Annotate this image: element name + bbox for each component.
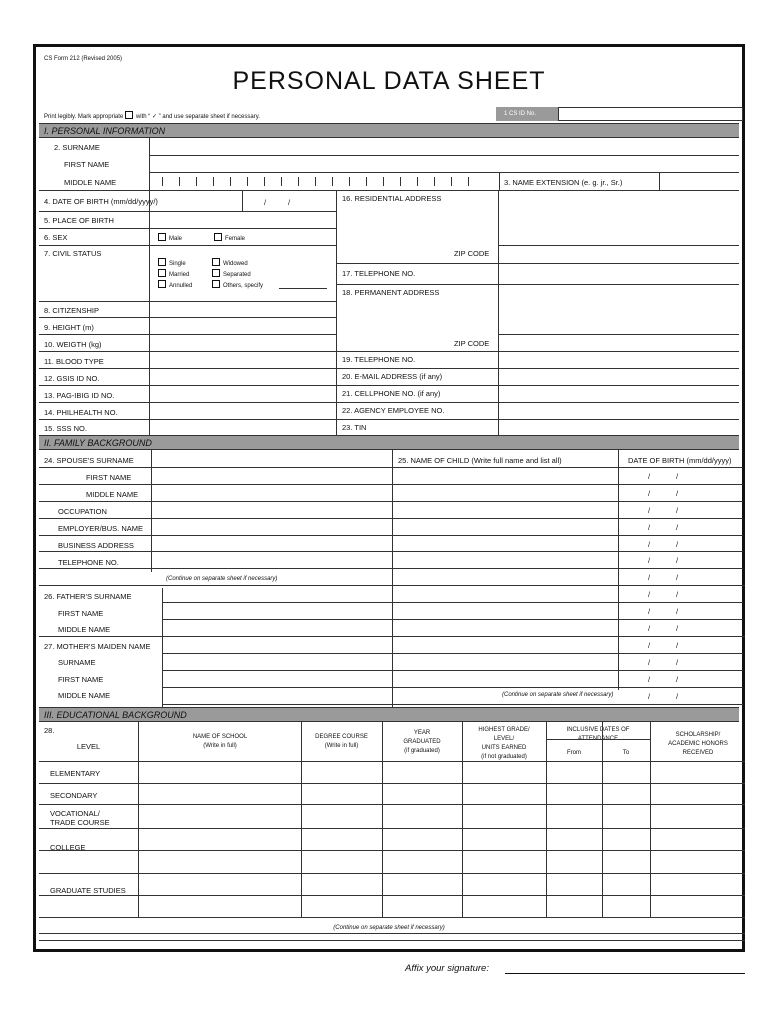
- row-line: [39, 761, 745, 762]
- education-item-no: 28.: [44, 726, 55, 735]
- comb-tick: [451, 177, 452, 186]
- level-header: LEVEL: [76, 742, 101, 751]
- child-dob-slash: /: [676, 590, 679, 599]
- comb-tick: [434, 177, 435, 186]
- cs-id-field[interactable]: [558, 107, 743, 121]
- column-line: [462, 722, 463, 917]
- child-dob-slash: /: [676, 472, 679, 481]
- zip-code-label: ZIP CODE: [454, 339, 490, 348]
- sex-label: 6. SEX: [44, 233, 68, 242]
- row-line: [162, 653, 392, 654]
- row-line: [39, 828, 745, 829]
- comb-tick: [264, 177, 265, 186]
- others-specify-line[interactable]: [279, 288, 327, 289]
- row-line: [162, 687, 392, 688]
- child-dob-slash: /: [648, 675, 651, 684]
- grade-header-2: LEVEL/: [493, 736, 515, 742]
- row-line: [39, 933, 745, 934]
- section-personal-information: [39, 123, 739, 138]
- row-line: [39, 636, 745, 637]
- surname-label: 2. SURNAME: [54, 143, 100, 152]
- dob-label: 4. DATE OF BIRTH (mm/dd/yyyy/): [44, 197, 158, 206]
- row-line: [392, 704, 743, 705]
- weight-label: 10. WEIGTH (kg): [44, 340, 102, 349]
- row-line: [162, 670, 392, 671]
- comb-tick: [247, 177, 248, 186]
- name-extension-label: 3. NAME EXTENSION (e. g. jr., Sr.): [504, 178, 623, 187]
- child-dob-slash: /: [676, 658, 679, 667]
- blood-type-label: 11. BLOOD TYPE: [44, 357, 104, 366]
- row-line: [392, 670, 743, 671]
- checkbox-icon: [158, 233, 166, 241]
- comb-tick: [230, 177, 231, 186]
- row-line: [392, 687, 743, 688]
- dob-slash: /: [288, 198, 291, 207]
- row-line: [162, 704, 392, 705]
- row-line: [39, 895, 745, 896]
- row-line: [546, 739, 650, 740]
- male-label: Male: [169, 236, 183, 242]
- instructions-after: and use separate sheet if necessary.: [162, 114, 260, 120]
- comb-tick: [179, 177, 180, 186]
- row-line: [392, 501, 743, 502]
- agency-employee-label: 22. AGENCY EMPLOYEE NO.: [342, 406, 445, 415]
- comb-tick: [213, 177, 214, 186]
- comb-tick: [400, 177, 401, 186]
- separated-option[interactable]: [212, 269, 251, 280]
- child-dob-slash: /: [648, 506, 651, 515]
- section-title: III. EDUCATIONAL BACKGROUND: [44, 710, 187, 720]
- degree-header-1: DEGREE COURSE: [315, 734, 368, 740]
- business-address-label: BUSINESS ADDRESS: [58, 541, 134, 550]
- year-header-1: YEAR: [413, 730, 431, 736]
- row-line: [39, 873, 745, 874]
- widowed-option[interactable]: [212, 258, 248, 269]
- signature-line[interactable]: [505, 973, 745, 974]
- row-line: [39, 501, 392, 502]
- comb-tick: [281, 177, 282, 186]
- row-line: [39, 467, 392, 468]
- female-option[interactable]: [214, 233, 245, 244]
- personal-data-sheet-form: [33, 44, 745, 952]
- signature-label: Affix your signature:: [405, 963, 489, 974]
- spouse-first-name-label: FIRST NAME: [86, 473, 132, 482]
- row-line: [39, 850, 745, 851]
- comb-tick: [315, 177, 316, 186]
- row-line: [162, 602, 392, 603]
- child-dob-slash: /: [676, 624, 679, 633]
- middle-name-field[interactable]: [150, 173, 500, 190]
- married-label: Married: [169, 272, 190, 278]
- gsis-label: 12. GSIS ID NO.: [44, 374, 100, 383]
- column-line: [650, 722, 651, 917]
- others-option[interactable]: [212, 280, 263, 291]
- comb-tick: [383, 177, 384, 186]
- to-header: To: [622, 750, 630, 756]
- section-title: I. PERSONAL INFORMATION: [44, 126, 166, 136]
- first-name-field[interactable]: [150, 156, 746, 172]
- school-header-1: NAME OF SCHOOL: [192, 734, 248, 740]
- page-title: PERSONAL DATA SHEET: [232, 67, 546, 95]
- checkbox-icon: [125, 111, 133, 119]
- telephone-19-label: 19. TELEPHONE NO.: [342, 355, 416, 364]
- comb-tick: [468, 177, 469, 186]
- male-option[interactable]: [158, 233, 182, 244]
- child-dob-slash: /: [676, 489, 679, 498]
- row-line: [39, 783, 745, 784]
- spouse-continue-note: (Continue on separate sheet if necessary): [166, 576, 278, 582]
- residential-address-label: 16. RESIDENTIAL ADDRESS: [342, 194, 442, 203]
- child-dob-slash: /: [648, 573, 651, 582]
- others-label: Others, specify: [223, 283, 264, 289]
- spouse-middle-name-label: MIDDLE NAME: [86, 490, 139, 499]
- secondary-label: SECONDARY: [50, 791, 98, 800]
- annulled-label: Annulled: [169, 283, 193, 289]
- child-dob-slash: /: [648, 692, 651, 701]
- grade-header-3: UNITS EARNED: [481, 745, 527, 751]
- section-family-background: [39, 435, 739, 450]
- checkbox-icon: [212, 269, 220, 277]
- cellphone-label: 21. CELLPHONE NO. (if any): [342, 389, 441, 398]
- child-dob-slash: /: [676, 607, 679, 616]
- graduate-label: GRADUATE STUDIES: [50, 886, 126, 895]
- row-line: [39, 484, 392, 485]
- grade-header-4: (if not graduated): [481, 754, 527, 760]
- comb-tick: [196, 177, 197, 186]
- occupation-label: OCCUPATION: [58, 507, 107, 516]
- vocational-label-2: TRADE COURSE: [50, 818, 110, 827]
- row-line: [39, 535, 392, 536]
- row-line: [392, 535, 743, 536]
- father-surname-label: 26. FATHER'S SURNAME: [44, 592, 132, 601]
- telephone-label: TELEPHONE NO.: [58, 558, 119, 567]
- annulled-option[interactable]: [158, 280, 192, 291]
- sss-label: 15. SSS NO.: [44, 424, 87, 433]
- row-line: [39, 518, 392, 519]
- row-line: [392, 484, 743, 485]
- dates-header-2: ATTENDANCE: [577, 736, 619, 742]
- citizenship-label: 8. CITIZENSHIP: [44, 306, 100, 315]
- civil-status-label: 7. CIVIL STATUS: [44, 249, 102, 258]
- child-dob-slash: /: [648, 658, 651, 667]
- comb-tick: [162, 177, 163, 186]
- father-first-name-label: FIRST NAME: [58, 609, 104, 618]
- cs-id-label: 1 CS ID No.: [504, 111, 537, 117]
- honors-header-3: RECEIVED: [682, 750, 714, 756]
- instructions-mid: with “ ✓ ”: [135, 114, 161, 120]
- row-line: [392, 568, 743, 569]
- child-dob-slash: /: [676, 692, 679, 701]
- children-continue-note: (Continue on separate sheet if necessary): [502, 692, 614, 698]
- mother-maiden-label: 27. MOTHER'S MAIDEN NAME: [44, 642, 151, 651]
- checkbox-icon: [158, 269, 166, 277]
- pagibig-label: 13. PAG-IBIG ID NO.: [44, 391, 115, 400]
- dob-slash: /: [264, 198, 267, 207]
- row-line: [392, 551, 743, 552]
- mother-surname-label: SURNAME: [58, 658, 96, 667]
- year-header-2: GRADUATED: [403, 739, 441, 745]
- form-code: CS Form 212 (Revised 2005): [44, 56, 123, 62]
- child-dob-slash: /: [676, 523, 679, 532]
- column-line: [602, 722, 603, 917]
- row-line: [39, 551, 392, 552]
- child-dob-slash: /: [676, 506, 679, 515]
- spouse-surname-label: 24. SPOUSE'S SURNAME: [44, 456, 134, 465]
- section-title: II. FAMILY BACKGROUND: [44, 438, 152, 448]
- child-dob-header: DATE OF BIRTH (mm/dd/yyyy): [628, 456, 732, 465]
- row-line: [39, 917, 745, 918]
- widowed-label: Widowed: [223, 261, 248, 267]
- column-line: [301, 722, 302, 917]
- row-line: [392, 619, 743, 620]
- year-header-3: (if graduated): [404, 748, 440, 754]
- comb-tick: [349, 177, 350, 186]
- college-label: COLLEGE: [50, 843, 86, 852]
- comb-tick: [417, 177, 418, 186]
- column-line: [382, 722, 383, 917]
- father-middle-name-label: MIDDLE NAME: [58, 625, 111, 634]
- cs-id-label-box: [496, 107, 558, 121]
- telephone-17-label: 17. TELEPHONE NO.: [342, 269, 416, 278]
- permanent-address-label: 18. PERMANENT ADDRESS: [342, 288, 440, 297]
- rule-line: [138, 722, 139, 917]
- degree-header-2: (Write in full): [324, 743, 359, 749]
- employer-label: EMPLOYER/BUS. NAME: [58, 524, 144, 533]
- separated-label: Separated: [223, 272, 251, 278]
- place-of-birth-label: 5. PLACE OF BIRTH: [44, 216, 114, 225]
- comb-tick: [332, 177, 333, 186]
- elementary-label: ELEMENTARY: [50, 769, 101, 778]
- checkbox-icon: [214, 233, 222, 241]
- child-dob-slash: /: [648, 607, 651, 616]
- row-line: [162, 619, 392, 620]
- checkbox-icon: [212, 258, 220, 266]
- child-dob-slash: /: [648, 540, 651, 549]
- row-line: [392, 467, 743, 468]
- row-line: [392, 602, 743, 603]
- single-option[interactable]: [158, 258, 186, 269]
- mother-first-name-label: FIRST NAME: [58, 675, 104, 684]
- tin-label: 23. TIN: [342, 423, 367, 432]
- instructions: [44, 111, 260, 122]
- school-header-2: (Write in full): [203, 743, 237, 749]
- honors-header-1: SCHOLARSHIP/: [675, 732, 721, 738]
- child-dob-slash: /: [648, 590, 651, 599]
- row-line: [39, 940, 745, 941]
- female-label: Female: [225, 236, 246, 242]
- checkbox-icon: [212, 280, 220, 288]
- child-dob-slash: /: [648, 624, 651, 633]
- child-dob-slash: /: [648, 489, 651, 498]
- child-dob-slash: /: [676, 675, 679, 684]
- email-label: 20. E-MAIL ADDRESS (if any): [342, 372, 443, 381]
- row-line: [39, 804, 745, 805]
- children-header: 25. NAME OF CHILD (Write full name and list all): [398, 456, 562, 465]
- grade-header-1: HIGHEST GRADE/: [478, 727, 530, 733]
- philhealth-label: 14. PHILHEALTH NO.: [44, 408, 118, 417]
- zip-code-label: ZIP CODE: [454, 249, 490, 258]
- row-line: [392, 518, 743, 519]
- row-line: [39, 585, 745, 586]
- child-dob-slash: /: [676, 573, 679, 582]
- from-header: From: [567, 750, 581, 756]
- middle-name-label: MIDDLE NAME: [64, 178, 117, 187]
- row-line: [39, 568, 392, 569]
- education-continue-note: (Continue on separate sheet if necessary): [333, 925, 445, 931]
- child-dob-slash: /: [676, 540, 679, 549]
- comb-tick: [298, 177, 299, 186]
- child-dob-slash: /: [648, 523, 651, 532]
- row-line: [392, 653, 743, 654]
- checkbox-icon: [158, 258, 166, 266]
- child-dob-slash: /: [676, 556, 679, 565]
- child-dob-slash: /: [648, 472, 651, 481]
- checkbox-icon: [158, 280, 166, 288]
- surname-field[interactable]: [150, 139, 746, 155]
- single-label: Single: [169, 261, 186, 267]
- first-name-label: FIRST NAME: [64, 160, 110, 169]
- child-dob-slash: /: [648, 556, 651, 565]
- height-label: 9. HEIGHT (m): [44, 323, 94, 332]
- mother-middle-name-label: MIDDLE NAME: [58, 691, 111, 700]
- child-dob-slash: /: [676, 641, 679, 650]
- dates-header-1: INCLUSIVE DATES OF: [566, 727, 630, 733]
- comb-tick: [366, 177, 367, 186]
- column-line: [546, 722, 547, 917]
- child-dob-slash: /: [648, 641, 651, 650]
- section-educational-background: [39, 707, 739, 722]
- honors-header-2: ACADEMIC HONORS: [668, 741, 728, 747]
- vocational-label-1: VOCATIONAL/: [50, 809, 100, 818]
- instructions-before: Print legibly. Mark appropriate: [44, 114, 124, 120]
- married-option[interactable]: [158, 269, 189, 280]
